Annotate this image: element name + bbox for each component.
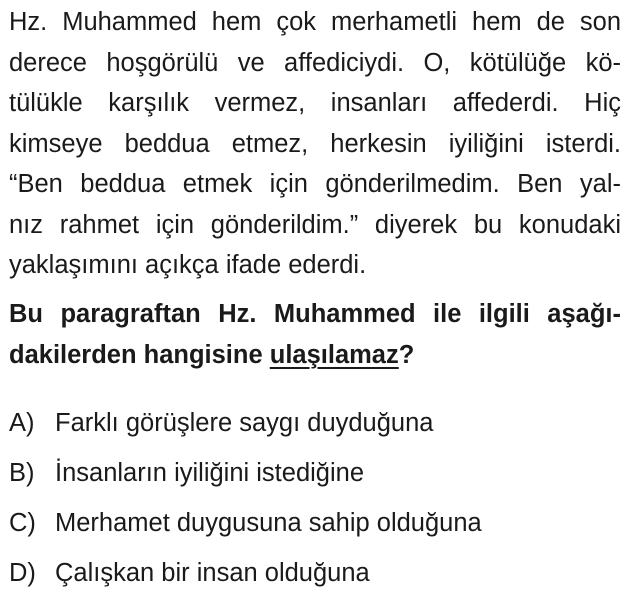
passage-line: nız rahmet için gönderildim.” diyerek bu konudaki	[9, 210, 621, 239]
option-letter: D)	[9, 558, 36, 587]
option-text: Merhamet duygusuna sahip olduğuna	[55, 508, 482, 537]
passage-line: yaklaşımını açıkça ifade ederdi.	[9, 251, 367, 279]
passage-line: kimseye beddua etmez, herkesin iyiliğini isterdi.	[9, 129, 621, 158]
passage-line: tülükle karşılık vermez, insanları affederdi. Hiç	[9, 89, 621, 117]
passage-line: Hz. Muhammed hem çok merhametli hem de son	[9, 8, 621, 36]
option-a[interactable]	[9, 398, 621, 448]
option-text: Farklı görüşlere saygı duyduğuna	[55, 408, 434, 437]
option-d[interactable]	[9, 548, 621, 598]
answer-options	[9, 398, 621, 598]
question-stem	[9, 294, 621, 376]
question-line	[9, 335, 621, 376]
option-letter: C)	[9, 508, 36, 537]
question-text: dakilerden hangisine	[9, 341, 270, 369]
option-b[interactable]	[9, 448, 621, 498]
question-line: Bu paragraftan Hz. Muhammed ile ilgili aşağı-	[9, 300, 621, 328]
underlined-keyword: ulaşılamaz	[269, 341, 399, 369]
reading-passage	[9, 2, 621, 286]
option-text: Çalışkan bir insan olduğuna	[55, 558, 370, 587]
passage-line: “Ben beddua etmek için gönderilmedim. Ben yal-	[9, 170, 621, 198]
option-text: İnsanların iyiliğini istediğine	[55, 458, 365, 487]
option-letter: A)	[9, 408, 35, 437]
option-c[interactable]	[9, 498, 621, 548]
passage-line: derece hoşgörülü ve affediciydi. O, kötülüğe kö-	[9, 48, 621, 77]
question-mark: ?	[398, 341, 415, 369]
option-letter: B)	[9, 458, 35, 487]
